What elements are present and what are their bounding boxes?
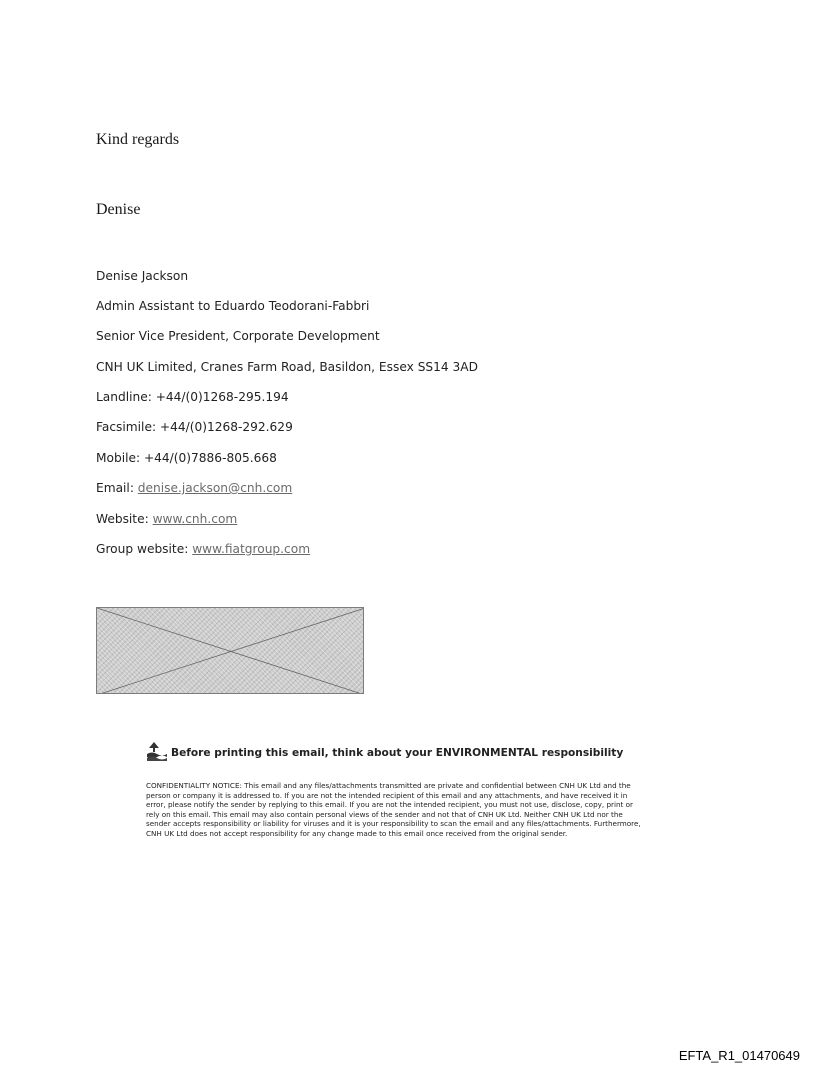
tree-icon (146, 740, 168, 762)
closing-signoff: Denise (96, 201, 141, 218)
signature-group-website-row (96, 542, 310, 556)
group-website-label: Group website: (96, 542, 193, 556)
broken-image-icon (96, 607, 364, 694)
signature-landline: Landline: +44/(0)1268-295.194 (96, 390, 289, 404)
environment-text: Before printing this email, think about your ENVIRONMENTAL responsibility (171, 747, 624, 759)
signature-address: CNH UK Limited, Cranes Farm Road, Basildon, Essex SS14 3AD (96, 360, 479, 374)
signature-email-row (96, 481, 292, 495)
email-link[interactable]: denise.jackson@cnh.com (137, 481, 293, 495)
signature-facsimile: Facsimile: +44/(0)1268-292.629 (96, 420, 293, 434)
notice-line: CNH UK Ltd does not accept responsibility for any change made to this email once received from the original sender. (146, 828, 568, 838)
website-label: Website: (96, 512, 153, 526)
signature-executive-title: Senior Vice President, Corporate Development (96, 329, 380, 343)
signature-name: Denise Jackson (96, 269, 189, 283)
notice-line: sender accepts responsibility or liability for viruses and it is your responsibility to scan the email and any files/attachments. Furthermore, (146, 819, 641, 829)
signature-title: Admin Assistant to Eduardo Teodorani-Fabbri (96, 299, 370, 313)
signature-mobile: Mobile: +44/(0)7886-805.668 (96, 451, 277, 465)
group-website-link[interactable]: www.fiatgroup.com (192, 542, 311, 556)
notice-line: CONFIDENTIALITY NOTICE: This email and any files/attachments transmitted are private and confidential between CNH UK Ltd and the (146, 781, 631, 790)
signature-website-row (96, 512, 237, 526)
website-link[interactable]: www.cnh.com (152, 512, 238, 526)
email-label: Email: (96, 481, 138, 495)
confidentiality-notice (146, 781, 676, 839)
notice-line: rely on this email. This email may also contain personal views of the sender and not that of CNH UK Ltd. Neither CNH UK Ltd nor the (146, 809, 623, 819)
notice-line: error, please notify the sender by replying to this email. If you are not the intended recipient, you must not use, disclose, copy, print or (146, 800, 633, 810)
closing-regards: Kind regards (96, 131, 180, 148)
notice-line: person or company it is addressed to. If you are not the intended recipient of this email and any attachments, and have received it in (146, 790, 628, 800)
document-id: EFTA_R1_01470649 (678, 1048, 800, 1063)
